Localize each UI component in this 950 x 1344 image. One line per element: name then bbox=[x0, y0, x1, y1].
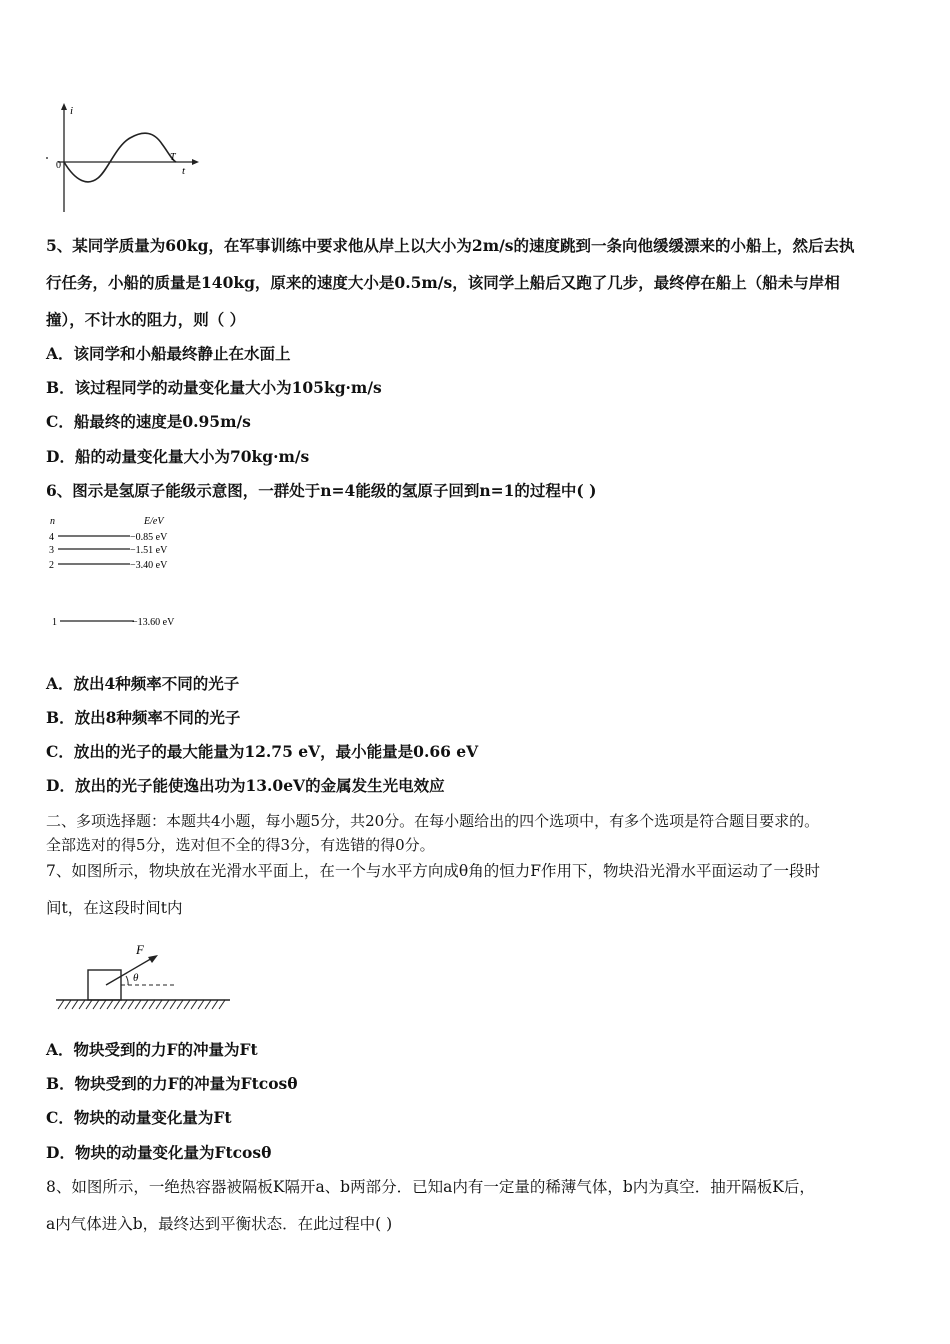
dot-mark bbox=[46, 157, 48, 159]
q7-option-d: D．物块的动量变化量为Ftcosθ bbox=[46, 1143, 272, 1162]
q5-option-b: B．该过程同学的动量变化量大小为105kg·m/s bbox=[46, 378, 382, 397]
q7-stem-line2: 间t，在这段时间t内 bbox=[46, 899, 183, 917]
q5-stem-line1: 5、某同学质量为60kg，在军事训练中要求他从岸上以大小为2m/s的速度跳到一条向他缓缓漂来的小船上，然后去执 bbox=[46, 236, 855, 255]
q6-option-a: A．放出4种频率不同的光子 bbox=[46, 674, 240, 693]
level-1-energy: −13.60 eV bbox=[132, 617, 175, 628]
section2-line1: 二、多项选择题：本题共4小题，每小题5分，共20分。在每小题给出的四个选项中，有多个选项是符合题目要求的。 bbox=[46, 812, 820, 830]
axis-x-label: t bbox=[182, 165, 186, 177]
q5-option-d: D．船的动量变化量大小为70kg·m/s bbox=[46, 447, 310, 466]
period-label: T bbox=[170, 152, 176, 163]
y-axis-arrow bbox=[61, 103, 67, 110]
level-2-n: 2 bbox=[49, 560, 54, 571]
angle-arc bbox=[126, 976, 128, 985]
q6-option-c: C．放出的光子的最大能量为12.75 eV，最小能量是0.66 eV bbox=[46, 742, 479, 761]
force-arrowhead bbox=[148, 955, 158, 963]
q7-option-b: B．物块受到的力F的冲量为Ftcosθ bbox=[46, 1074, 298, 1093]
q7-option-c: C．物块的动量变化量为Ft bbox=[46, 1108, 232, 1127]
q5-option-a: A．该同学和小船最终静止在水面上 bbox=[46, 344, 291, 363]
force-label: F bbox=[136, 942, 144, 957]
q5-stem-line3: 撞），不计水的阻力，则（ ） bbox=[46, 310, 246, 329]
q5-stem-line2: 行任务，小船的质量是140kg，原来的速度大小是0.5m/s，该同学上船后又跑了几步，最终停在船上（船未与岸相 bbox=[46, 273, 840, 292]
x-axis-arrow bbox=[192, 159, 199, 165]
origin-label: 0 bbox=[56, 160, 61, 171]
ground-hatch bbox=[58, 1000, 225, 1009]
q8-stem-line2: a内气体进入b，最终达到平衡状态．在此过程中( ) bbox=[46, 1215, 393, 1233]
n-label: n bbox=[50, 516, 55, 527]
q6-stem: 6、图示是氢原子能级示意图，一群处于n=4能级的氢原子回到n=1的过程中( ) bbox=[46, 481, 597, 500]
q6-option-b: B．放出8种频率不同的光子 bbox=[46, 708, 241, 727]
q7-option-a: A．物块受到的力F的冲量为Ft bbox=[46, 1040, 258, 1059]
e-label: E/eV bbox=[144, 516, 164, 527]
axis-y-label: i bbox=[70, 105, 74, 117]
sine-curve bbox=[64, 133, 176, 182]
q7-stem-line1: 7、如图所示，物块放在光滑水平面上，在一个与水平方向成θ角的恒力F作用下，物块沿光滑水平面运动了一段时 bbox=[46, 862, 820, 880]
level-3-n: 3 bbox=[49, 545, 54, 556]
level-3-energy: −1.51 eV bbox=[130, 545, 168, 556]
section2-line2: 全部选对的得5分，选对但不全的得3分，有选错的得0分。 bbox=[46, 836, 435, 854]
sine-wave-graph bbox=[40, 100, 210, 215]
block bbox=[88, 970, 121, 1000]
force-arrow bbox=[106, 957, 154, 985]
level-2-energy: −3.40 eV bbox=[130, 560, 168, 571]
angle-label: θ bbox=[133, 972, 139, 984]
q6-option-d: D．放出的光子能使逸出功为13.0eV的金属发生光电效应 bbox=[46, 776, 445, 795]
q5-option-c: C．船最终的速度是0.95m/s bbox=[46, 412, 251, 431]
block-force-diagram bbox=[52, 938, 237, 1018]
energy-level-diagram bbox=[46, 510, 206, 635]
level-4-energy: −0.85 eV bbox=[130, 532, 168, 543]
level-1-n: 1 bbox=[52, 617, 57, 628]
q8-stem-line1: 8、如图所示，一绝热容器被隔板K隔开a、b两部分．已知a内有一定量的稀薄气体，b内为真空．抽开隔板K后， bbox=[46, 1178, 815, 1196]
level-4-n: 4 bbox=[49, 532, 54, 543]
